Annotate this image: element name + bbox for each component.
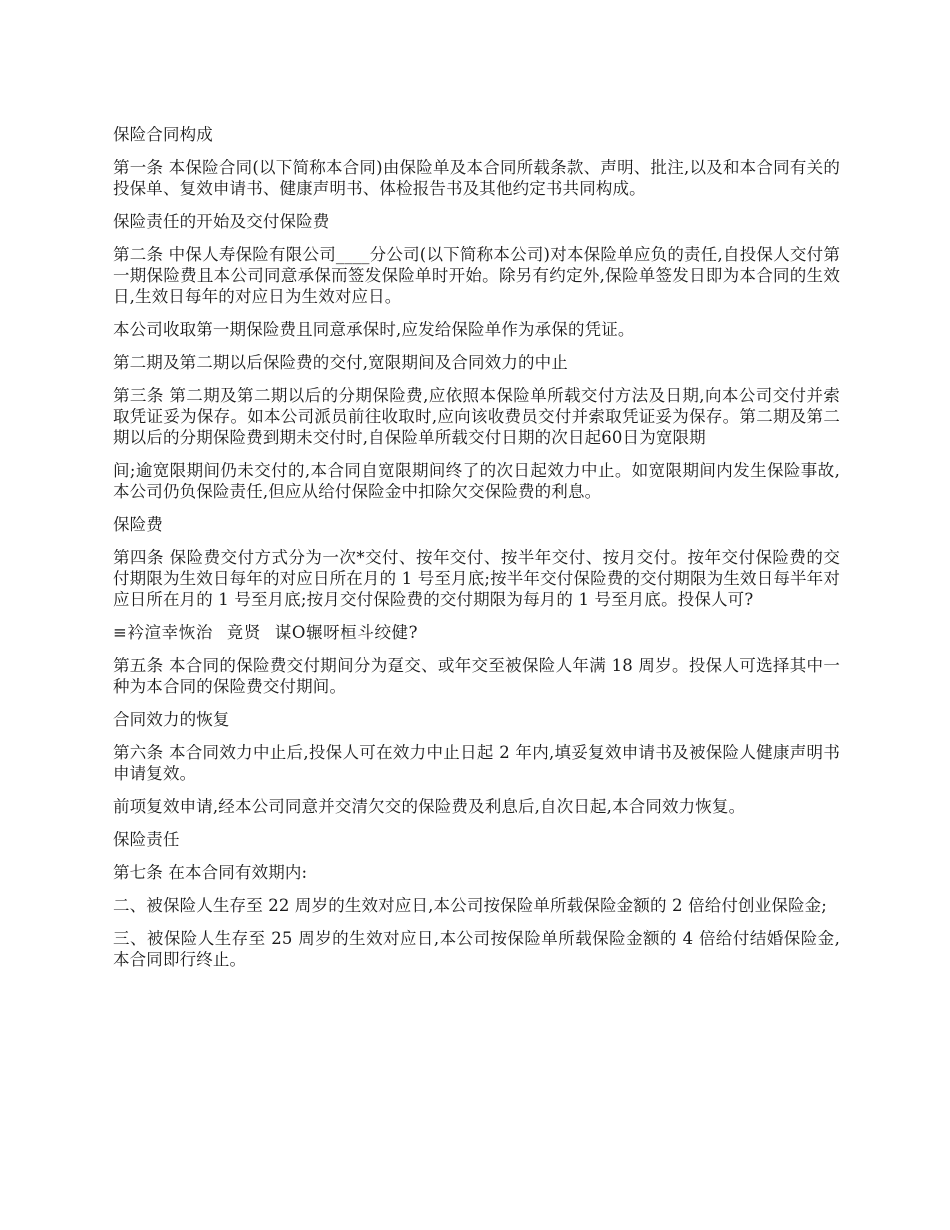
heading-liability-start: 保险责任的开始及交付保险费 [113, 212, 330, 231]
heading-reinstatement: 合同效力的恢复 [113, 710, 230, 729]
heading-premium: 保险费 [113, 515, 163, 534]
article-1: 第一条 本保险合同(以下简称本合同)由保险单及本合同所载条款、声明、批注,以及和本合同有关的投保单、复效申请书、健康声明书、体检报告书及其他约定书共同构成。 [113, 158, 840, 198]
paragraph-first-premium: 本公司收取第一期保险费且同意承保时,应发给保险单作为承保的凭证。 [113, 320, 635, 339]
heading-contract-composition: 保险合同构成 [113, 125, 213, 144]
garbled-line: ≡衿渲幸恢治 竟贤 谋O辗呀桓斗绞健? [113, 623, 419, 642]
article-3: 第三条 第二期及第二期以后的分期保险费,应依照本保险单所载交付方法及日期,向本公司交付并索取凭证妥为保存。如本公司派员前往收取时,应向该收费员交付并索取凭证妥为保存。第二期及第二期以后的分期保险费到期未交付时,自保险单所载交付日期的次日起60日为宽限期 [113, 386, 840, 447]
heading-insurance-liability: 保险责任 [113, 830, 180, 849]
article-7: 第七条 在本合同有效期内: [113, 863, 308, 882]
article-5: 第五条 本合同的保险费交付期间分为趸交、或年交至被保险人年满 18 周岁。投保人可选择其中一种为本合同的保险费交付期间。 [113, 656, 840, 696]
clause-2: 二、被保险人生存至 22 周岁的生效对应日,本公司按保险单所载保险金额的 2 倍给付创业保险金; [113, 896, 827, 915]
article-3-continued: 间;逾宽限期间仍未交付的,本合同自宽限期间终了的次日起效力中止。如宽限期间内发生保险事故,本公司仍负保险责任,但应从给付保险金中扣除欠交保险费的利息。 [113, 461, 840, 501]
paragraph-reinstatement-approval: 前项复效申请,经本公司同意并交清欠交的保险费及利息后,自次日起,本合同效力恢复。 [113, 797, 746, 816]
heading-grace-period: 第二期及第二期以后保险费的交付,宽限期间及合同效力的中止 [113, 353, 568, 372]
article-6: 第六条 本合同效力中止后,投保人可在效力中止日起 2 年内,填妥复效申请书及被保险人健康声明书申请复效。 [113, 743, 840, 783]
article-4: 第四条 保险费交付方式分为一次*交付、按年交付、按半年交付、按月交付。按年交付保险费的交付期限为生效日每年的对应日所在月的 1 号至月底;按半年交付保险费的交付期限为生效日每半年对应日所在月的 1 号至月底;按月交付保险费的交付期限为每月的 1 号至月底。投保人可? [113, 548, 840, 609]
article-2: 第二条 中保人寿保险有限公司____分公司(以下简称本公司)对本保险单应负的责任,自投保人交付第一期保险费且本公司同意承保而签发保险单时开始。除另有约定外,保险单签发日即为本合同的生效日,生效日每年的对应日为生效对应日。 [113, 245, 840, 306]
clause-3: 三、被保险人生存至 25 周岁的生效对应日,本公司按保险单所载保险金额的 4 倍给付结婚保险金,本合同即行终止。 [113, 929, 840, 969]
